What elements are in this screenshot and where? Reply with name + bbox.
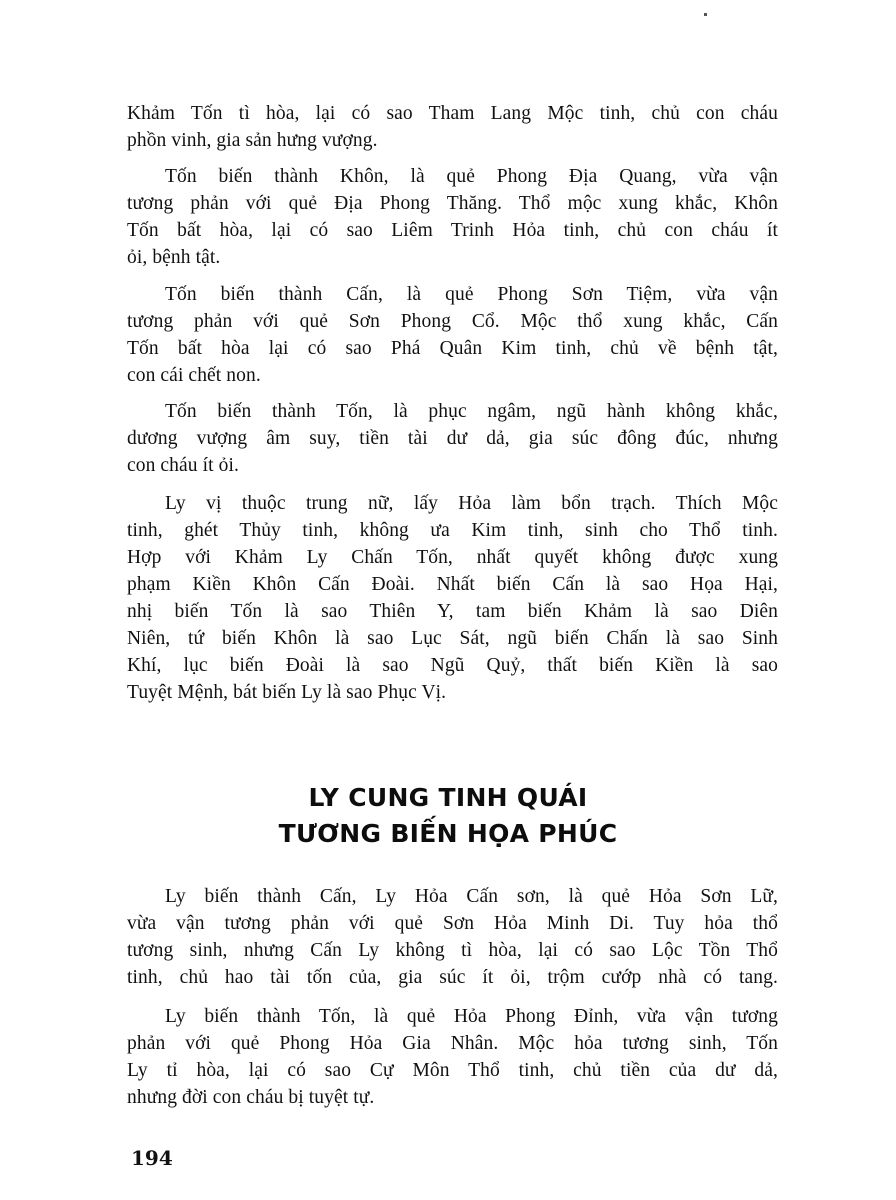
text-line: tinh, chủ hao tài tốn của, gia súc ít ỏi, trộm cướp nhà có tang. bbox=[127, 967, 778, 988]
heading-line-2: TƯƠNG BIẾN HỌA PHÚC bbox=[278, 819, 618, 848]
paragraph-3 bbox=[127, 281, 778, 389]
text-line: Ly biến thành Cấn, Ly Hỏa Cấn sơn, là quẻ Hỏa Sơn Lữ, bbox=[165, 886, 778, 907]
text-line: Tốn biến thành Cấn, là quẻ Phong Sơn Tiệm, vừa vận bbox=[165, 284, 778, 305]
text-line: Tốn biến thành Tốn, là phục ngâm, ngũ hành không khắc, bbox=[165, 401, 778, 422]
text-line: Ly vị thuộc trung nữ, lấy Hỏa làm bổn trạch. Thích Mộc bbox=[165, 493, 778, 514]
section-heading bbox=[0, 780, 896, 852]
text-line: Tốn bất hòa lại có sao Phá Quân Kim tinh, chủ về bệnh tật, bbox=[127, 338, 778, 359]
text-line: phồn vinh, gia sản hưng vượng. bbox=[127, 130, 378, 151]
scan-speck bbox=[704, 13, 707, 16]
text-line: Tốn bất hòa, lại có sao Liêm Trinh Hỏa tinh, chủ con cháu ít bbox=[127, 220, 778, 241]
text-line: Ly tỉ hòa, lại có sao Cự Môn Thổ tinh, chủ tiền của dư dả, bbox=[127, 1060, 778, 1081]
text-line: Tuyệt Mệnh, bát biến Ly là sao Phục Vị. bbox=[127, 682, 447, 703]
paragraph-4 bbox=[127, 398, 778, 479]
text-line: Niên, tứ biến Khôn là sao Lục Sát, ngũ biến Chấn là sao Sinh bbox=[127, 628, 778, 649]
text-line: nhưng đời con cháu bị tuyệt tự. bbox=[127, 1087, 375, 1108]
text-line: tương sinh, nhưng Cấn Ly không tì hòa, lại có sao Lộc Tồn Thổ bbox=[127, 940, 778, 961]
text-line: tương phản với quẻ Địa Phong Thăng. Thổ mộc xung khắc, Khôn bbox=[127, 193, 778, 214]
text-line: Hợp với Khảm Ly Chấn Tốn, nhất quyết không được xung bbox=[127, 547, 778, 568]
paragraph-7 bbox=[127, 1003, 778, 1111]
text-line: Tốn biến thành Khôn, là quẻ Phong Địa Quang, vừa vận bbox=[165, 166, 778, 187]
text-line: nhị biến Tốn là sao Thiên Y, tam biến Khảm là sao Diên bbox=[127, 601, 778, 622]
heading-line-1: LY CUNG TINH QUÁI bbox=[308, 783, 588, 812]
paragraph-6 bbox=[127, 883, 778, 991]
text-line: dương vượng âm suy, tiền tài dư dả, gia súc đông đúc, nhưng bbox=[127, 428, 778, 449]
text-line: Khí, lục biến Đoài là sao Ngũ Quỷ, thất biến Kiền là sao bbox=[127, 655, 778, 676]
page-number: 194 bbox=[131, 1146, 173, 1170]
text-line: ỏi, bệnh tật. bbox=[127, 247, 221, 268]
text-line: phạm Kiền Khôn Cấn Đoài. Nhất biến Cấn là sao Họa Hại, bbox=[127, 574, 778, 595]
text-line: vừa vận tương phản với quẻ Sơn Hỏa Minh Di. Tuy hỏa thổ bbox=[127, 913, 778, 934]
text-line: Khảm Tốn tì hòa, lại có sao Tham Lang Mộc tinh, chủ con cháu bbox=[127, 103, 778, 124]
text-line: tương phản với quẻ Sơn Phong Cổ. Mộc thổ xung khắc, Cấn bbox=[127, 311, 778, 332]
paragraph-2 bbox=[127, 163, 778, 271]
text-line: con cái chết non. bbox=[127, 365, 261, 386]
text-line: tinh, ghét Thủy tinh, không ưa Kim tinh, sinh cho Thổ tinh. bbox=[127, 520, 778, 541]
paragraph-5 bbox=[127, 490, 778, 706]
text-line: phản với quẻ Phong Hỏa Gia Nhân. Mộc hỏa tương sinh, Tốn bbox=[127, 1033, 778, 1054]
text-line: Ly biến thành Tốn, là quẻ Hỏa Phong Đỉnh, vừa vận tương bbox=[165, 1006, 778, 1027]
text-line: con cháu ít ỏi. bbox=[127, 455, 239, 476]
paragraph-1 bbox=[127, 100, 778, 154]
